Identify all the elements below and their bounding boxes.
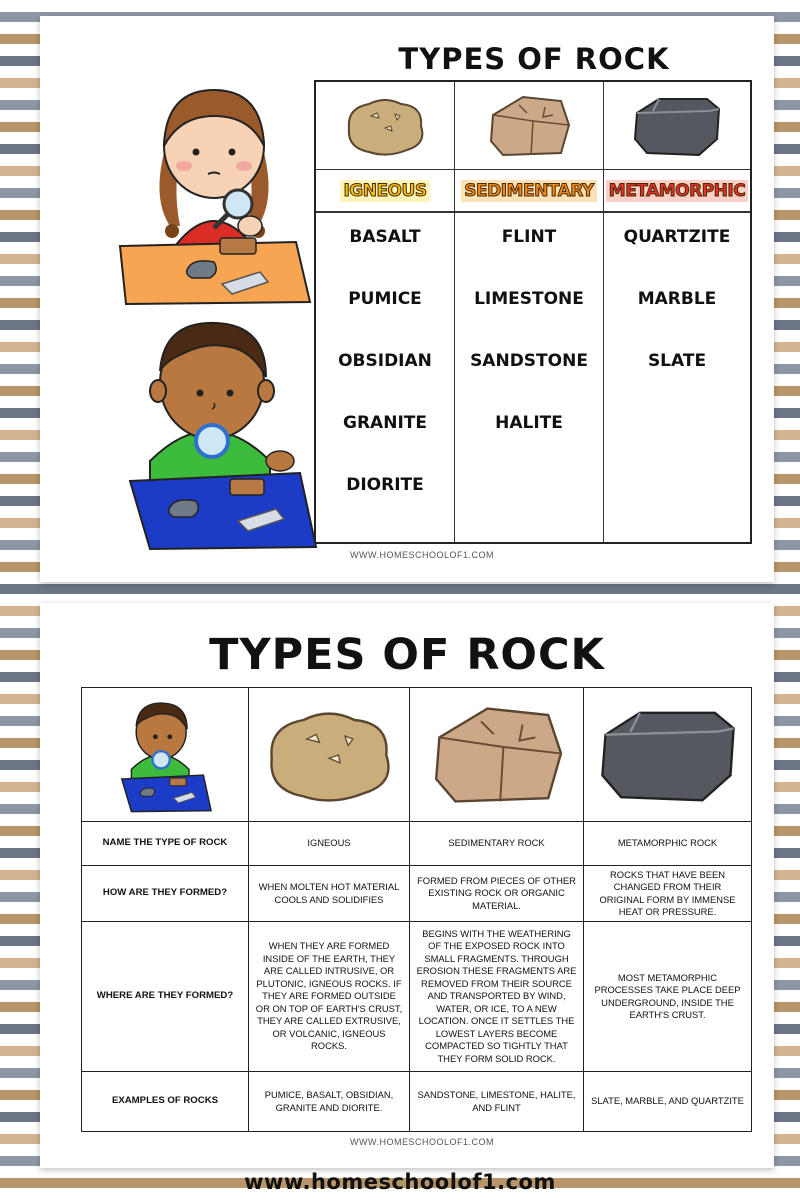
boy-with-magnifier-illustration: [120, 311, 320, 551]
list-item: LIMESTONE: [474, 289, 584, 309]
rock-types-table: [314, 80, 752, 544]
table-cell: WHEN THEY ARE FORMED INSIDE OF THE EARTH, THEY ARE CALLED INTRUSIVE, OR PLUTONIC, IGNEOUS ROCKS. IF THEY ARE FORMED OUTSIDE OR ON TOP OF EARTH'S CRUST, THEY ARE CALLED EXTRUSIVE, OR VOLCANIC, IGNEOUS ROCKS.: [249, 922, 410, 1072]
table-row: [82, 866, 752, 922]
igneous-examples-list: [316, 213, 454, 533]
watermark-url: WWW.HOMESCHOOLOF1.COM: [350, 1137, 494, 1147]
page-title: TYPES OF ROCK: [398, 42, 670, 76]
table-row: [82, 1072, 752, 1132]
footer-website-url: www.homeschoolof1.com: [244, 1170, 556, 1194]
igneous-rock-icon: [259, 703, 399, 807]
boy-illustration-cell: [82, 688, 249, 822]
sedimentary-rock-icon: [423, 699, 571, 811]
igneous-rock-cell: [249, 688, 410, 822]
table-cell: SEDIMENTARY ROCK: [410, 822, 584, 866]
worksheet-card-1: [40, 16, 774, 582]
list-item: SANDSTONE: [470, 351, 588, 371]
table-cell: SANDSTONE, LIMESTONE, HALITE, AND FLINT: [410, 1072, 584, 1132]
sedimentary-heading-cell: [455, 170, 604, 212]
table-cell: ROCKS THAT HAVE BEEN CHANGED FROM THEIR ORIGINAL FORM BY IMMENSE HEAT OR PRESSURE.: [584, 866, 752, 922]
table-cell: BEGINS WITH THE WEATHERING OF THE EXPOSED ROCK INTO SMALL FRAGMENTS. THROUGH EROSION THESE FRAGMENTS ARE REMOVED FROM THEIR SOURCE AND TRANSPORTED BY WIND, WATER, OR ICE, TO A NEW LOCATION. ONCE IT SETTLES THE LOWEST LAYERS BECOME COMPACTED SO TIGHTLY THAT THEY FORM SOLID ROCK.: [410, 922, 584, 1072]
metamorphic-rock-icon: [593, 703, 743, 807]
worksheet-card-2: [40, 603, 774, 1168]
boy-with-magnifier-illustration: [117, 695, 213, 815]
table-row: [82, 822, 752, 866]
igneous-rock-cell: [316, 82, 455, 170]
list-item: BASALT: [349, 227, 421, 247]
igneous-examples-cell: [316, 212, 455, 542]
row-label: EXAMPLES OF ROCKS: [82, 1072, 249, 1132]
metamorphic-rock-cell: [584, 688, 752, 822]
table-cell: FORMED FROM PIECES OF OTHER EXISTING ROCK OR ORGANIC MATERIAL.: [410, 866, 584, 922]
table-cell: METAMORPHIC ROCK: [584, 822, 752, 866]
page-title: TYPES OF ROCK: [209, 630, 605, 680]
list-item: FLINT: [501, 227, 557, 247]
sedimentary-examples-list: [455, 213, 603, 471]
list-item: MARBLE: [637, 289, 717, 309]
list-item: PUMICE: [348, 289, 422, 309]
sedimentary-rock-cell: [410, 688, 584, 822]
list-item: QUARTZITE: [623, 227, 731, 247]
sedimentary-rock-cell: [455, 82, 604, 170]
table-cell: PUMICE, BASALT, OBSIDIAN, GRANITE AND DIORITE.: [249, 1072, 410, 1132]
sedimentary-examples-cell: [455, 212, 604, 542]
rock-comparison-table: [81, 687, 752, 1132]
metamorphic-label: METAMORPHIC: [606, 180, 748, 202]
metamorphic-rock-icon: [629, 93, 725, 159]
sedimentary-label: SEDIMENTARY: [461, 180, 596, 202]
list-item: GRANITE: [343, 413, 427, 433]
igneous-rock-icon: [341, 94, 429, 158]
list-item: SLATE: [647, 351, 707, 371]
row-label: HOW ARE THEY FORMED?: [82, 866, 249, 922]
igneous-label: IGNEOUS: [340, 180, 429, 202]
table-row: [82, 688, 752, 822]
table-cell: WHEN MOLTEN HOT MATERIAL COOLS AND SOLIDIFIES: [249, 866, 410, 922]
metamorphic-examples-list: [604, 213, 750, 409]
list-item: OBSIDIAN: [338, 351, 432, 371]
sedimentary-rock-icon: [483, 91, 575, 161]
row-label: WHERE ARE THEY FORMED?: [82, 922, 249, 1072]
metamorphic-rock-cell: [604, 82, 750, 170]
row-label: NAME THE TYPE OF ROCK: [82, 822, 249, 866]
metamorphic-heading-cell: [604, 170, 750, 212]
table-cell: SLATE, MARBLE, AND QUARTZITE: [584, 1072, 752, 1132]
list-item: DIORITE: [346, 475, 424, 495]
list-item: HALITE: [495, 413, 563, 433]
table-cell: MOST METAMORPHIC PROCESSES TAKE PLACE DEEP UNDERGROUND, INSIDE THE EARTH'S CRUST.: [584, 922, 752, 1072]
igneous-heading-cell: [316, 170, 455, 212]
table-row: [82, 922, 752, 1072]
table-cell: IGNEOUS: [249, 822, 410, 866]
metamorphic-examples-cell: [604, 212, 750, 542]
girl-with-magnifier-illustration: [110, 76, 320, 306]
watermark-url: WWW.HOMESCHOOLOF1.COM: [350, 550, 494, 560]
